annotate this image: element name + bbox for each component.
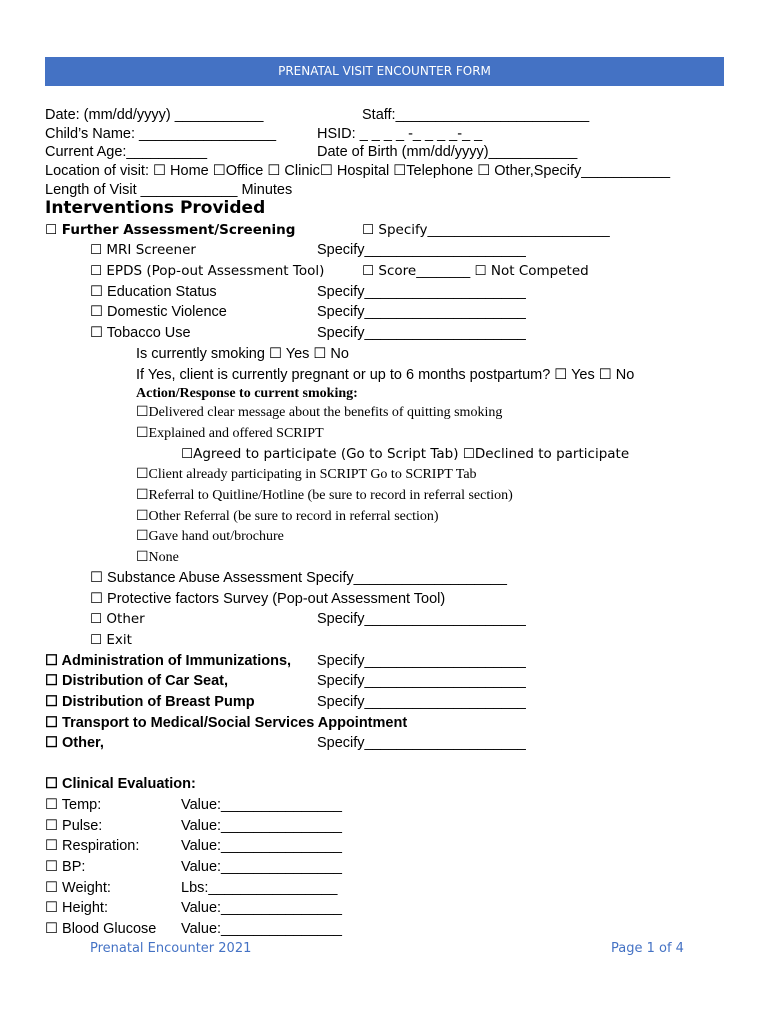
temp-value-field[interactable]: Value:_______________ [181,797,343,813]
tobacco-specify-field[interactable]: Specify____________________ [317,325,526,341]
exit-checkbox[interactable]: ☐ Exit [90,632,132,648]
tobacco-use-checkbox[interactable]: ☐ Tobacco Use [90,325,191,341]
epds-checkbox[interactable]: ☐ EPDS (Pop-out Assessment Tool) [90,263,325,279]
footer-page-number: Page 1 of 4 [611,941,684,956]
other-checkbox[interactable]: ☐ Other [90,611,145,627]
gave-handout-checkbox[interactable]: ☐Gave hand out/brochure [136,529,284,544]
agreed-declined-checkboxes[interactable]: ☐Agreed to participate (Go to Script Tab) ☐Declined to participate [181,446,630,462]
delivered-message-checkbox[interactable]: ☐Delivered clear message about the benefits of quitting smoking [136,405,503,420]
interventions-heading: Interventions Provided [45,198,266,218]
breast-pump-checkbox[interactable]: ☐ Distribution of Breast Pump [45,694,255,710]
respiration-value-field[interactable]: Value:_______________ [181,838,343,854]
car-seat-specify-field[interactable]: Specify____________________ [317,673,526,689]
further-specify-field[interactable]: ☐ Specify___________________________ [362,222,610,238]
mri-specify-field[interactable]: Specify____________________ [317,242,526,258]
pregnant-postpartum-question[interactable]: If Yes, client is currently pregnant or up to 6 months postpartum? ☐ Yes ☐ No [136,367,635,383]
bp-value-field[interactable]: Value:_______________ [181,859,343,875]
height-value-field[interactable]: Value:_______________ [181,900,343,916]
current-age-field[interactable]: Current Age:__________ [45,144,208,160]
currently-smoking-question[interactable]: Is currently smoking ☐ Yes ☐ No [136,346,349,362]
education-status-checkbox[interactable]: ☐ Education Status [90,284,217,300]
already-participating-checkbox[interactable]: ☐Client already participating in SCRIPT Go to SCRIPT Tab [136,467,477,482]
transport-checkbox[interactable]: ☐ Transport to Medical/Social Services Appointment [45,715,408,731]
footer-doc-name: Prenatal Encounter 2021 [90,941,252,956]
other-bold-checkbox[interactable]: ☐ Other, [45,735,104,751]
epds-score-field[interactable]: ☐ Score________ ☐ Not Competed [362,263,589,279]
quitline-referral-checkbox[interactable]: ☐Referral to Quitline/Hotline (be sure to record in referral section) [136,488,513,503]
other-referral-checkbox[interactable]: ☐Other Referral (be sure to record in referral section) [136,509,439,524]
location-of-visit[interactable]: Location of visit: ☐ Home ☐Office ☐ Clinic☐ Hospital ☐Telephone ☐ Other,Specify___________ [45,163,671,179]
mri-screener-checkbox[interactable]: ☐ MRI Screener [90,242,196,258]
bp-checkbox[interactable]: ☐ BP: [45,859,86,875]
weight-value-field[interactable]: Lbs:________________ [181,880,338,896]
dv-specify-field[interactable]: Specify____________________ [317,304,526,320]
immunizations-checkbox[interactable]: ☐ Administration of Immunizations, [45,653,292,669]
protective-factors-checkbox[interactable]: ☐ Protective factors Survey (Pop-out Assessment Tool) [90,591,446,607]
respiration-checkbox[interactable]: ☐ Respiration: [45,838,140,854]
pulse-value-field[interactable]: Value:_______________ [181,818,343,834]
length-of-visit-field[interactable]: Length of Visit ____________ Minutes [45,182,293,198]
temp-checkbox[interactable]: ☐ Temp: [45,797,102,813]
pulse-checkbox[interactable]: ☐ Pulse: [45,818,103,834]
child-name-field[interactable]: Child’s Name: _________________ [45,126,277,142]
car-seat-checkbox[interactable]: ☐ Distribution of Car Seat, [45,673,228,689]
date-field[interactable]: Date: (mm/dd/yyyy) ___________ [45,107,264,123]
height-checkbox[interactable]: ☐ Height: [45,900,108,916]
breast-pump-specify-field[interactable]: Specify____________________ [317,694,526,710]
hsid-field[interactable]: HSID: _ _ _ _ -_ _ _ _-_ _ [317,126,483,142]
domestic-violence-checkbox[interactable]: ☐ Domestic Violence [90,304,227,320]
substance-abuse-checkbox[interactable]: ☐ Substance Abuse Assessment Specify___________________ [90,570,507,586]
blood-glucose-value-field[interactable]: Value:_______________ [181,921,343,937]
other-specify-field[interactable]: Specify____________________ [317,611,526,627]
immunizations-specify-field[interactable]: Specify____________________ [317,653,526,669]
further-assessment-checkbox[interactable]: ☐ Further Assessment/Screening [45,222,296,238]
education-specify-field[interactable]: Specify____________________ [317,284,526,300]
staff-field[interactable]: Staff:________________________ [362,107,590,123]
explained-script-checkbox[interactable]: ☐Explained and offered SCRIPT [136,426,324,441]
clinical-evaluation-checkbox[interactable]: ☐ Clinical Evaluation: [45,776,196,792]
weight-checkbox[interactable]: ☐ Weight: [45,880,111,896]
none-checkbox[interactable]: ☐None [136,550,179,565]
action-response-heading: Action/Response to current smoking: [136,386,358,401]
blood-glucose-checkbox[interactable]: ☐ Blood Glucose [45,921,157,937]
dob-field[interactable]: Date of Birth (mm/dd/yyyy)___________ [317,144,578,160]
form-title-banner: PRENATAL VISIT ENCOUNTER FORM [45,57,724,86]
other-bold-specify-field[interactable]: Specify____________________ [317,735,526,751]
